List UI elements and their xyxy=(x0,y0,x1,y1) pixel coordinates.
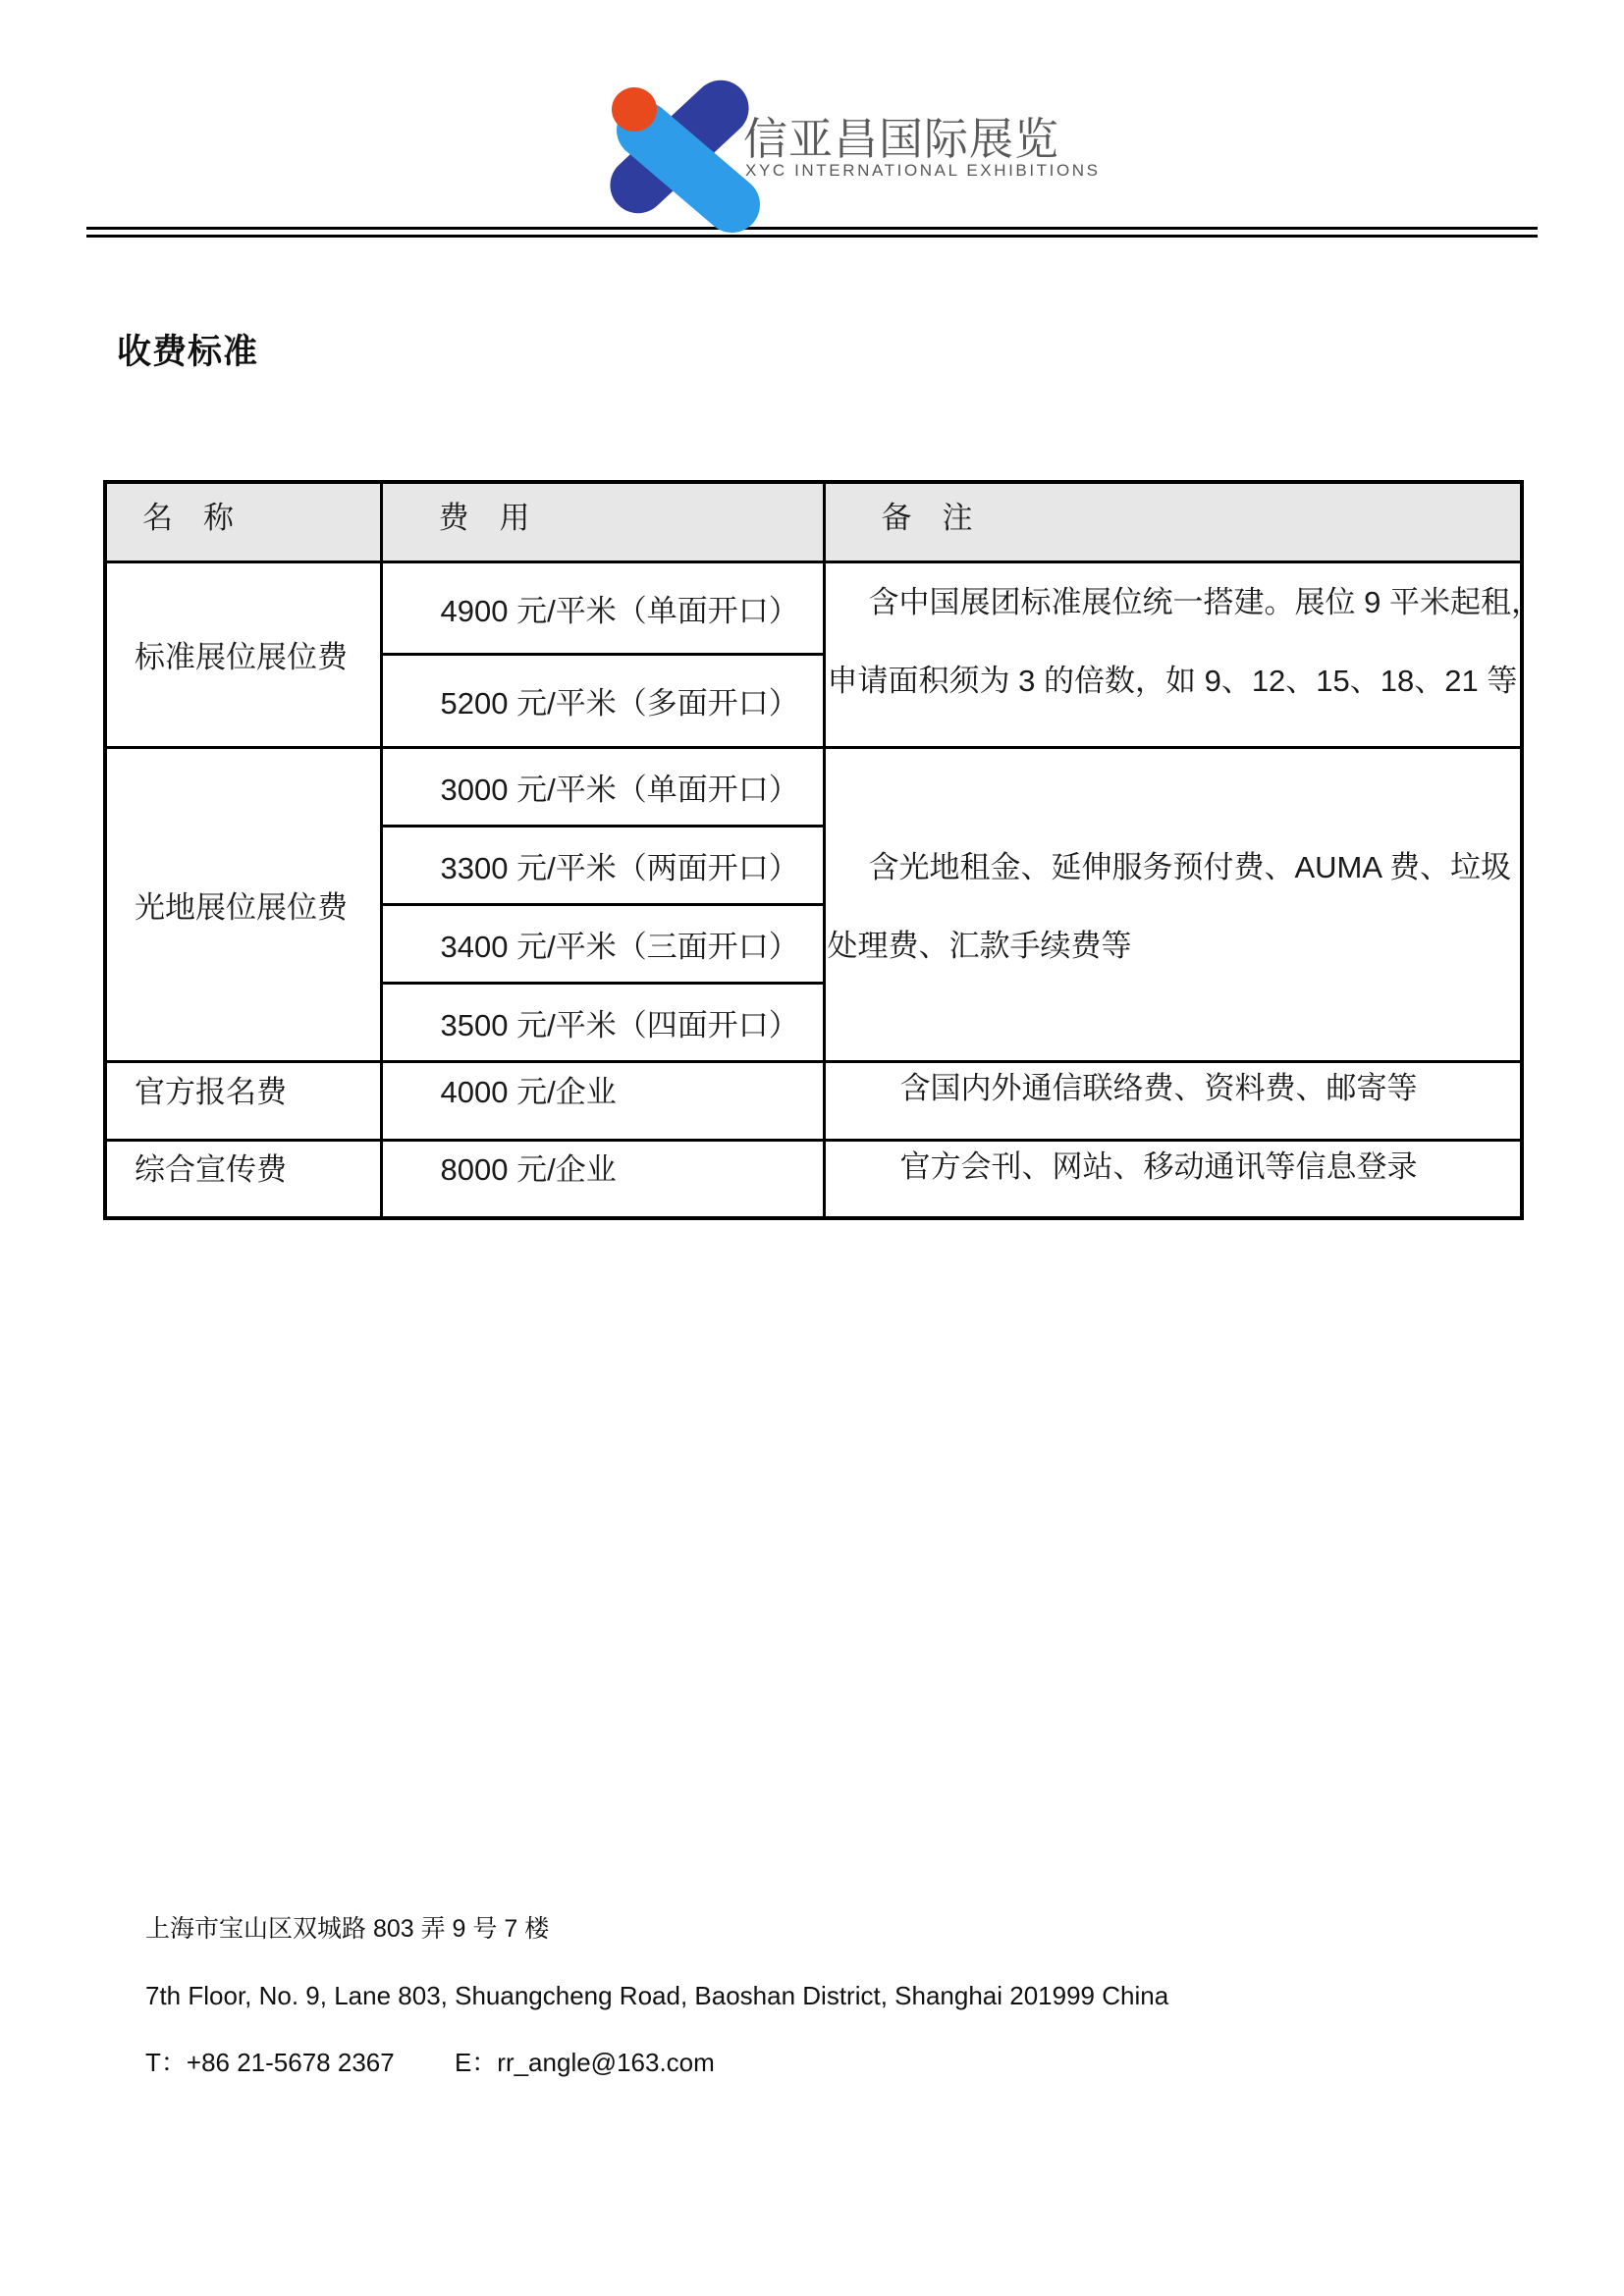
fee-value: 3400 元/平米（三面开口） xyxy=(381,904,824,983)
phone-label: T： xyxy=(145,2048,187,2077)
address-english: 7th Floor, No. 9, Lane 803, Shuangcheng Road, Baoshan District, Shanghai 201999 China xyxy=(145,1981,1169,2010)
column-header-remark: 备 注 xyxy=(824,482,1522,561)
email-label: E： xyxy=(454,2048,498,2077)
remark-raw-space-booth xyxy=(824,747,1522,1061)
fee-name-raw-space-booth: 光地展位展位费 xyxy=(105,747,381,1061)
remark-standard-booth xyxy=(824,561,1542,747)
email-address: rr_angle@163.com xyxy=(497,2048,715,2077)
email-group xyxy=(455,2048,715,2077)
brand-name-chinese: 信亚昌国际展览 xyxy=(743,114,1060,164)
fee-value: 8000 元/企业 xyxy=(381,1140,824,1218)
contact-line xyxy=(145,2050,1168,2076)
remark-line: 含光地租金、延伸服务预付费、AUMA 费、垃圾 xyxy=(868,850,1511,884)
phone-number: +86 21-5678 2367 xyxy=(186,2048,395,2077)
letterhead-divider xyxy=(86,227,1538,238)
column-header-fee: 费 用 xyxy=(381,482,824,561)
fee-value: 3500 元/平米（四面开口） xyxy=(381,983,824,1061)
fee-name-standard-booth: 标准展位展位费 xyxy=(105,561,381,747)
remark-line: 含中国展团标准展位统一搭建。展位 9 平米起租， xyxy=(868,584,1542,619)
column-header-name: 名 称 xyxy=(105,482,381,561)
page-title: 收费标准 xyxy=(117,333,259,371)
table-row xyxy=(105,1140,1522,1218)
brand-name-english: XYC INTERNATIONAL EXHIBITIONS xyxy=(745,161,1101,180)
remark-line: 处理费、汇款手续费等 xyxy=(827,929,1132,963)
fee-name-official-registration: 官方报名费 xyxy=(105,1061,381,1140)
address-chinese: 上海市宝山区双城路 803 弄 9 号 7 楼 xyxy=(145,1915,550,1943)
fee-value: 4000 元/企业 xyxy=(381,1061,824,1140)
footer xyxy=(145,1916,1168,2116)
fee-name-comprehensive-promotion: 综合宣传费 xyxy=(105,1140,381,1218)
table-row xyxy=(105,561,1522,655)
table-row xyxy=(105,1061,1522,1140)
xyc-logo-icon xyxy=(601,71,738,208)
remark-line: 申请面积须为 3 的倍数，如 9、12、15、18、21 等 xyxy=(827,663,1518,698)
logo-orange-dot xyxy=(612,87,657,132)
remark-comprehensive-promotion: 官方会刊、网站、移动通讯等信息登录 xyxy=(824,1140,1522,1218)
fee-value: 3300 元/平米（两面开口） xyxy=(381,826,824,904)
fee-table xyxy=(103,480,1542,1220)
fee-value: 4900 元/平米（单面开口） xyxy=(381,561,824,655)
fee-value: 5200 元/平米（多面开口） xyxy=(381,655,824,748)
remark-official-registration: 含国内外通信联络费、资料费、邮寄等 xyxy=(824,1061,1522,1140)
table-row xyxy=(105,747,1522,826)
table-header-row xyxy=(105,482,1522,561)
fee-value: 3000 元/平米（单面开口） xyxy=(381,747,824,826)
